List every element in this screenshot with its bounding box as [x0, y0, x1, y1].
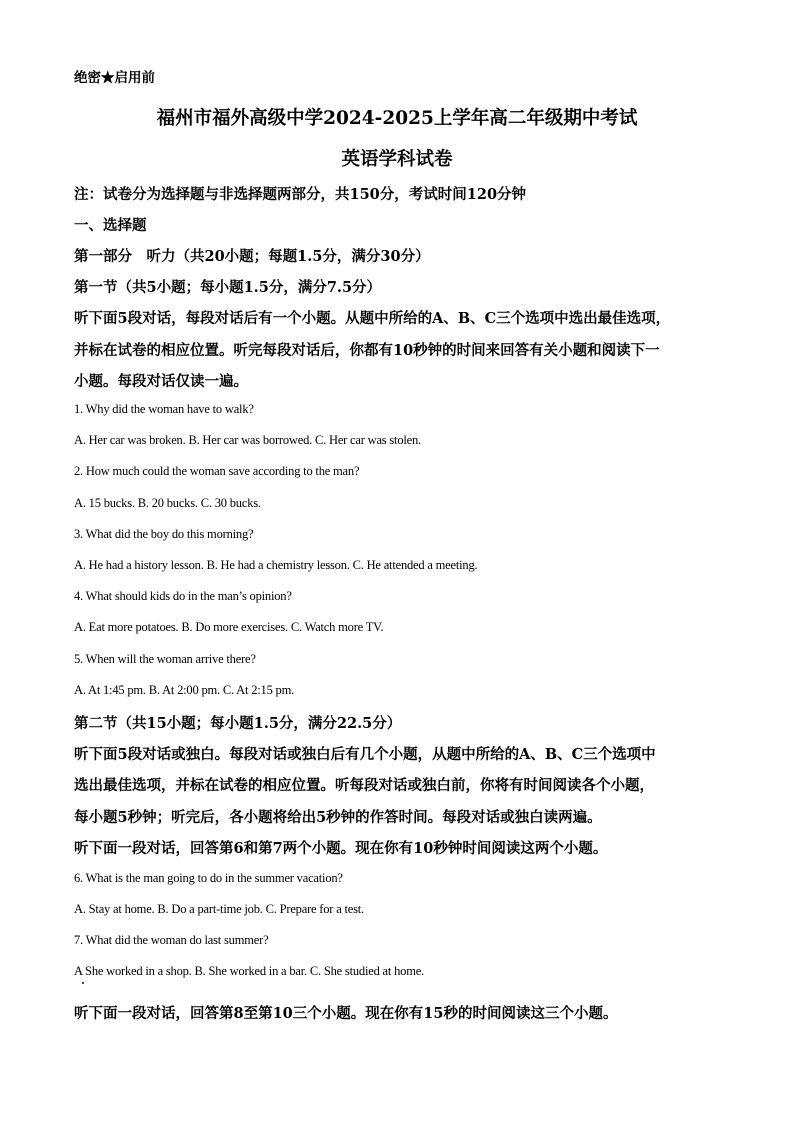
question-text: 6. What is the man going to do in the summer vacation?: [74, 871, 343, 885]
section2-directions-line: 听下面5段对话或独白。每段对话或独白后有几个小题，从题中所给的A、B、C三个选项中: [74, 746, 656, 763]
section2-heading: 第二节（共15小题；每小题1.5分，满分22.5分）: [74, 715, 402, 732]
exam-title: 福州市福外高级中学2024-2025上学年高二年级期中考试: [156, 108, 638, 129]
question-text: 4. What should kids do in the man’s opinion?: [74, 589, 292, 603]
secret-mark: 绝密★启用前: [74, 70, 155, 86]
question-text: 3. What did the boy do this morning?: [74, 527, 254, 541]
exam-subtitle: 英语学科试卷: [341, 149, 453, 170]
question-options: A. Stay at home. B. Do a part-time job. C. Prepare for a test.: [74, 902, 364, 916]
stray-mark: [82, 982, 84, 984]
question-text: 1. Why did the woman have to walk?: [74, 402, 254, 416]
group2-intro: 听下面一段对话，回答第8至第10三个小题。现在你有15秒的时间阅读这三个小题。: [74, 1005, 618, 1022]
question-options: A She worked in a shop. B. She worked in a bar. C. She studied at home.: [74, 964, 424, 978]
section1-heading: 第一节（共5小题；每小题1.5分，满分7.5分）: [74, 279, 382, 296]
exam-note: 注：试卷分为选择题与非选择题两部分，共150分，考试时间120分钟: [74, 186, 527, 203]
section1-directions-line: 并标在试卷的相应位置。听完每段对话后，你都有10秒钟的时间来回答有关小题和阅读下一: [74, 342, 660, 359]
part-heading: 一、选择题: [74, 217, 147, 234]
section2-directions-line: 选出最佳选项，并标在试卷的相应位置。听每段对话或独白前，你将有时间阅读各个小题，: [74, 777, 654, 794]
question-text: 7. What did the woman do last summer?: [74, 933, 269, 947]
group1-intro: 听下面一段对话，回答第6和第7两个小题。现在你有10秒钟时间阅读这两个小题。: [74, 840, 608, 857]
listening-heading: 第一部分 听力（共20小题；每题1.5分，满分30分）: [74, 248, 430, 265]
section2-directions-line: 每小题5秒钟；听完后，各小题将给出5秒钟的作答时间。每段对话或独白读两遍。: [74, 809, 602, 826]
question-options: A. At 1:45 pm. B. At 2:00 pm. C. At 2:15 pm.: [74, 683, 295, 697]
question-options: A. 15 bucks. B. 20 bucks. C. 30 bucks.: [74, 496, 261, 510]
question-options: A. Her car was broken. B. Her car was borrowed. C. Her car was stolen.: [74, 433, 421, 447]
section1-directions-line: 小题。每段对话仅读一遍。: [74, 373, 248, 390]
section1-directions-line: 听下面5段对话，每段对话后有一个小题。从题中所给的A、B、C三个选项中选出最佳选项，: [74, 310, 671, 327]
question-options: A. Eat more potatoes. B. Do more exercises. C. Watch more TV.: [74, 620, 384, 634]
question-options: A. He had a history lesson. B. He had a chemistry lesson. C. He attended a meeting.: [74, 558, 478, 572]
question-text: 2. How much could the woman save according to the man?: [74, 464, 360, 478]
question-text: 5. When will the woman arrive there?: [74, 652, 256, 666]
